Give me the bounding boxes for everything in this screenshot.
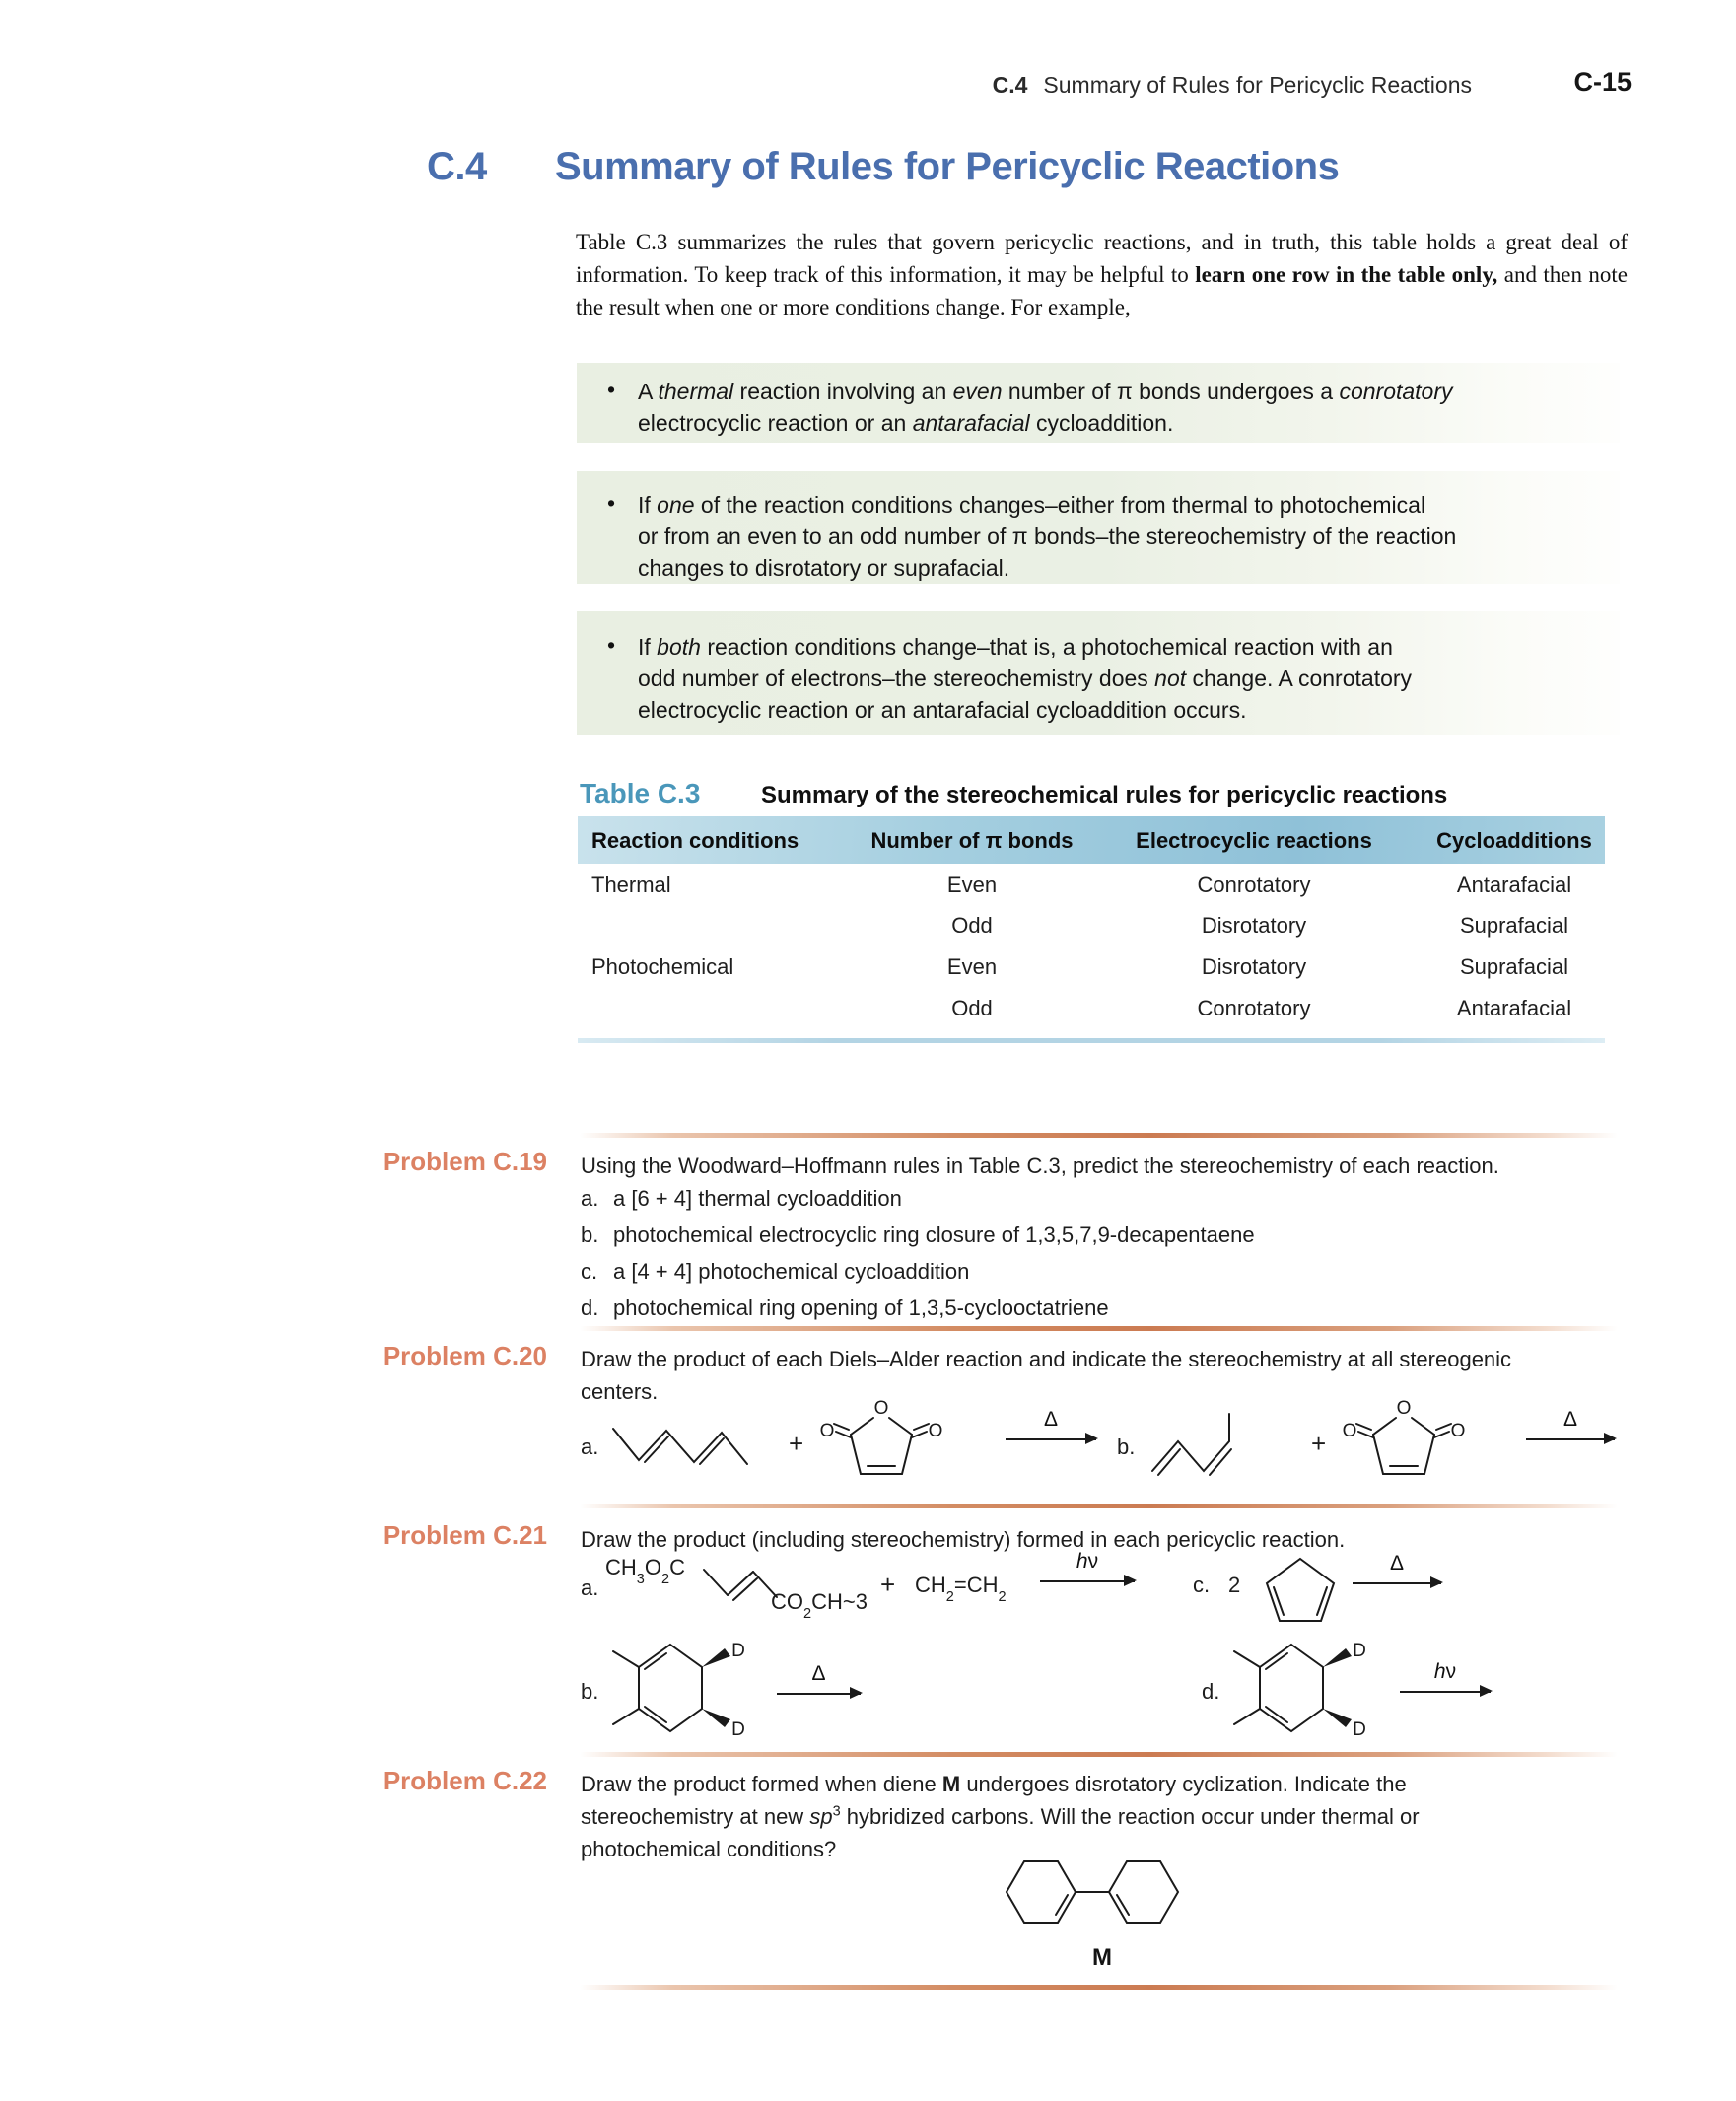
svg-text:O: O — [928, 1421, 943, 1441]
arrow-condition: hν — [1076, 1550, 1099, 1573]
table-caption: Summary of the stereochemical rules for pericyclic reactions — [761, 782, 1448, 808]
section-divider-rule — [580, 1326, 1618, 1331]
key-point-text: If both reaction conditions change–that is, a photochemical reaction with an odd number of electrons–the stereochemistry does not change. A conrotatory electrocyclic reaction or an antarafacial cycloaddition occurs. — [638, 634, 1413, 723]
svg-text:O: O — [1396, 1398, 1412, 1419]
problem-text: Draw the product formed when diene M undergoes disrotatory cyclization. Indicate the stereochemistry at new $sp^3$ hybridized carbons. Will the reaction occur under thermal or photochemical conditions? — [581, 1772, 1420, 1861]
problem-item — [581, 1186, 902, 1212]
plus-sign: + — [880, 1570, 896, 1599]
item-letter: b. — [581, 1223, 599, 1247]
item-letter: a. — [581, 1186, 599, 1211]
item-text: a [6 + 4] thermal cycloaddition — [613, 1186, 902, 1211]
svg-text:D: D — [731, 1719, 745, 1740]
bullet-icon: • — [607, 377, 616, 402]
table-cell: Even — [946, 954, 998, 979]
arrow-condition: Δ — [811, 1662, 826, 1685]
section-divider-rule — [580, 1752, 1618, 1757]
table-header-cell: Reaction conditions — [591, 828, 799, 853]
svg-text:O: O — [819, 1421, 835, 1441]
key-point-box — [577, 611, 1620, 735]
plus-sign: + — [1311, 1429, 1327, 1458]
arrow-condition: Δ — [1562, 1408, 1578, 1431]
problem-item — [581, 1296, 1109, 1321]
svg-text:D: D — [1353, 1719, 1366, 1740]
table-cell: Odd — [951, 913, 993, 938]
arrow-shaft — [1353, 1582, 1441, 1584]
table-cell: Disrotatory — [1201, 954, 1307, 979]
table-cell: Odd — [951, 996, 993, 1020]
section-number: C.4 — [427, 145, 487, 188]
part-letter-a: a. — [581, 1576, 599, 1600]
reaction-arrow — [1353, 1552, 1441, 1584]
table-row — [578, 954, 1605, 994]
table-header-cell: Electrocyclic reactions — [1136, 828, 1372, 853]
arrow-shaft — [1006, 1438, 1096, 1440]
key-point-box — [577, 471, 1620, 584]
deuterated-cyclohexadiene-structure — [1220, 1637, 1378, 1739]
table-cell: Antarafacial — [1456, 873, 1572, 897]
problem-text: Using the Woodward–Hoffmann rules in Table C.3, predict the stereochemistry of each reaction. — [581, 1154, 1499, 1178]
problem-item — [581, 1259, 969, 1285]
part-letter-b: b. — [1117, 1435, 1136, 1459]
arrow-shaft — [1526, 1438, 1615, 1440]
table-cell: Antarafacial — [1456, 996, 1572, 1020]
key-point-text: If one of the reaction conditions changes–either from thermal to photochemical or from an even to an odd number of π bonds–the stereochemistry of the reaction changes to disrotatory or suprafacial. — [638, 492, 1457, 581]
item-letter: c. — [581, 1259, 598, 1284]
table-row — [578, 996, 1605, 1035]
table-header-row — [578, 816, 1605, 864]
arrow-shaft — [777, 1693, 861, 1695]
arrow-shaft — [1040, 1580, 1135, 1582]
problem-label: Problem C.21 — [382, 1520, 547, 1550]
svg-text:O: O — [1342, 1421, 1357, 1441]
item-text: a [4 + 4] photochemical cycloaddition — [613, 1259, 970, 1284]
intro-paragraph: Table C.3 summarizes the rules that govern pericyclic reactions, and in truth, this table holds a great deal of information. To keep track of this information, it may be helpful to learn one row in the table only, and then note the result when one or more conditions change. For example, — [576, 230, 1628, 319]
table-cell: Conrotatory — [1197, 873, 1311, 897]
table-cell: Suprafacial — [1459, 954, 1569, 979]
ethylene-formula: $CH_2=CH_2$ — [915, 1573, 1007, 1606]
svg-text:O: O — [873, 1398, 889, 1419]
maleic-anhydride-structure — [1344, 1393, 1464, 1492]
problem-label: Problem C.20 — [382, 1341, 547, 1370]
problem-label: Problem C.19 — [382, 1147, 547, 1176]
table-cell: Thermal — [591, 873, 671, 897]
ester-formula-left: $CH_3O_2C$ — [605, 1555, 685, 1588]
maleic-anhydride-structure — [821, 1393, 941, 1492]
part-letter-c: c. — [1193, 1573, 1211, 1597]
svg-text:O: O — [1450, 1421, 1466, 1441]
part-letter-d: d. — [1202, 1679, 1220, 1704]
table-header-cell: Number of π bonds — [870, 828, 1074, 853]
item-letter: d. — [581, 1296, 599, 1320]
reaction-arrow — [777, 1662, 861, 1695]
svg-text:D: D — [1353, 1641, 1366, 1661]
table-cell: Conrotatory — [1197, 996, 1311, 1020]
reaction-arrow — [1006, 1408, 1096, 1440]
table-row — [578, 873, 1605, 912]
diene-structure-a — [609, 1417, 767, 1480]
section-title: Summary of Rules for Pericyclic Reactions — [555, 145, 1340, 188]
part-letter-b: b. — [581, 1679, 599, 1704]
running-head-section: C.4 — [992, 72, 1028, 98]
section-divider-rule — [580, 1133, 1618, 1138]
ester-formula-right: $CO_2CH\sim 3$ — [771, 1589, 868, 1623]
bullet-icon: • — [607, 490, 616, 516]
problem-text: Draw the product (including stereochemistry) formed in each pericyclic reaction. — [581, 1527, 1346, 1552]
running-head — [993, 72, 1472, 99]
diene-structure-b — [1146, 1402, 1294, 1485]
cyclopentadiene-structure — [1260, 1553, 1341, 1626]
bullet-icon: • — [607, 632, 616, 658]
table-cell: Suprafacial — [1459, 913, 1569, 938]
arrow-condition: Δ — [1389, 1552, 1405, 1575]
problem-label: Problem C.22 — [382, 1766, 547, 1795]
bicyclohexenylidene-structure — [999, 1854, 1188, 1932]
item-text: photochemical electrocyclic ring closure of 1,3,5,7,9-decapentaene — [613, 1223, 1255, 1247]
deuterated-cyclohexadiene-structure — [599, 1637, 757, 1739]
coefficient: 2 — [1228, 1573, 1241, 1597]
reaction-arrow — [1040, 1550, 1135, 1582]
molecule-label-m: M — [1092, 1944, 1112, 1971]
arrow-condition: hν — [1433, 1660, 1457, 1683]
reaction-arrow — [1400, 1660, 1491, 1693]
key-point-box — [577, 363, 1620, 443]
reaction-arrow — [1526, 1408, 1615, 1440]
table-cell: Photochemical — [591, 954, 734, 979]
item-text: photochemical ring opening of 1,3,5-cyclooctatriene — [613, 1296, 1109, 1320]
part-letter-a: a. — [581, 1435, 599, 1459]
table-label: Table C.3 — [580, 778, 701, 808]
table-body — [578, 873, 1605, 1036]
running-head-title: Summary of Rules for Pericyclic Reactions — [1043, 72, 1472, 98]
key-point-text: A thermal reaction involving an even number of π bonds undergoes a conrotatory electrocyclic reaction or an antarafacial cycloaddition. — [638, 379, 1453, 436]
arrow-condition: Δ — [1043, 1408, 1059, 1431]
table-cell: Even — [946, 873, 998, 897]
section-divider-rule — [580, 1985, 1618, 1990]
table-cell: Disrotatory — [1201, 913, 1307, 938]
section-divider-rule — [580, 1504, 1618, 1508]
arrow-shaft — [1400, 1691, 1491, 1693]
plus-sign: + — [789, 1429, 804, 1458]
problem-item — [581, 1223, 1255, 1248]
table-header-cell: Cycloadditions — [1436, 828, 1592, 853]
table-bottom-rule — [578, 1038, 1605, 1043]
problem-text: Draw the product of each Diels–Alder reaction and indicate the stereochemistry at all stereogenic centers. — [581, 1347, 1512, 1404]
table-row — [578, 913, 1605, 952]
page-number: C-15 — [1573, 67, 1632, 97]
svg-text:D: D — [731, 1641, 745, 1661]
